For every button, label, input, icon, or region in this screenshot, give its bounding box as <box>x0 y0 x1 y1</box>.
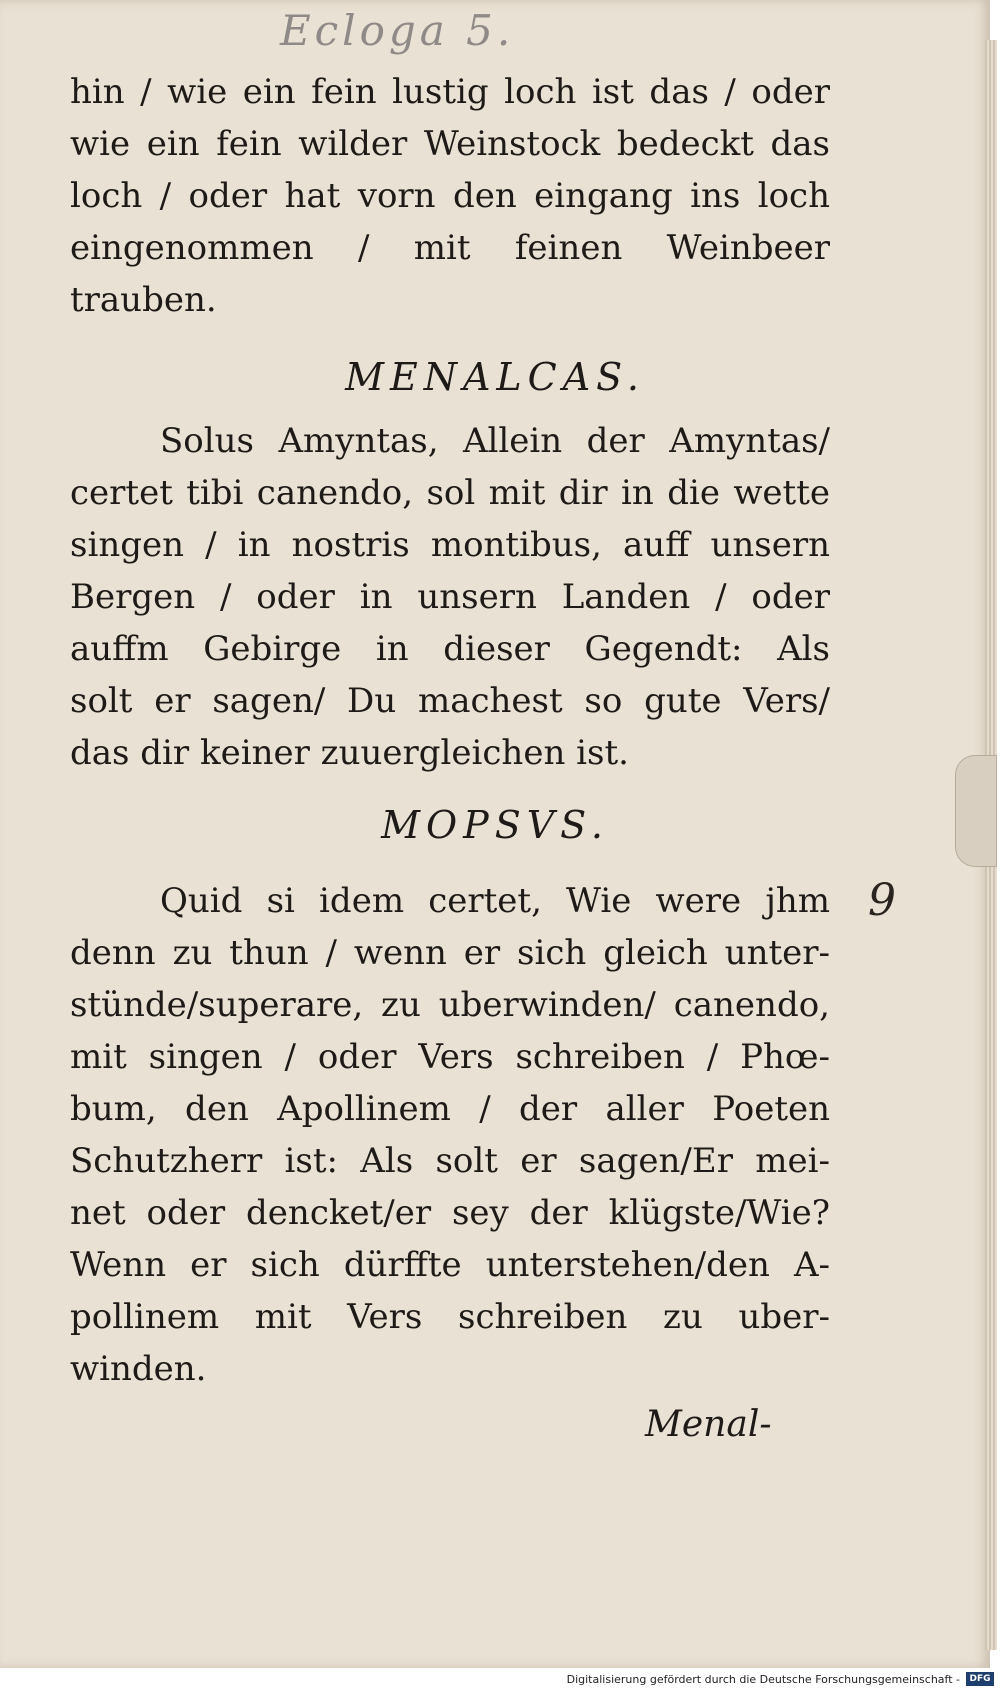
text-line: pollinem mit Vers schreiben zu uber- <box>70 1297 830 1337</box>
text-line: das dir keiner zuuergleichen ist. <box>70 733 629 773</box>
text-line: net oder dencket/er sey der klügste/Wie? <box>70 1193 830 1233</box>
margin-note: 9 <box>868 875 896 926</box>
text-line: Schutzherr ist: Als solt er sagen/Er mei- <box>70 1141 830 1181</box>
text-line: bum, den Apollinem / der aller Poeten <box>70 1089 830 1129</box>
text-block-2 <box>70 415 830 779</box>
text-line: certet tibi canendo, sol mit dir in die wette <box>70 473 830 513</box>
text-line: denn zu thun / wenn er sich gleich unter- <box>70 933 830 973</box>
text-line: mit singen / oder Vers schreiben / Phœ- <box>70 1037 830 1077</box>
text-line: auffm Gebirge in dieser Gegendt: Als <box>70 629 830 669</box>
dfg-logo: DFG <box>966 1672 994 1686</box>
speaker-heading-menalcas: MENALCAS. <box>345 355 645 399</box>
text-line: Solus Amyntas, Allein der Amyntas/ <box>160 421 830 461</box>
text-line: wie ein fein wilder Weinstock bedeckt das <box>70 124 830 164</box>
text-line: loch / oder hat vorn den eingang ins loch <box>70 176 830 216</box>
text-line: Bergen / oder in unsern Landen / oder <box>70 577 830 617</box>
text-block-1 <box>70 66 830 326</box>
text-line: singen / in nostris montibus, auff unsern <box>70 525 830 565</box>
text-line: Wenn er sich dürffte unterstehen/den A- <box>70 1245 830 1285</box>
digitization-footer <box>0 1668 1000 1692</box>
text-line: eingenommen / mit feinen Weinbeer <box>70 228 830 268</box>
speaker-heading-mopsus: MOPSVS. <box>381 803 609 847</box>
text-line: Quid si idem certet, Wie were jhm <box>160 881 830 921</box>
text-line: winden. <box>70 1349 207 1389</box>
text-line: stünde/superare, zu uberwinden/ canendo, <box>70 985 830 1025</box>
catchword: Menal- <box>645 1404 772 1445</box>
text-line: trauben. <box>70 280 217 320</box>
handwritten-header: Ecloga 5. <box>280 6 515 55</box>
footer-credit: Digitalisierung gefördert durch die Deutsche Forschungsgemeinschaft - <box>566 1673 960 1686</box>
text-block-3 <box>70 875 830 1395</box>
text-line: solt er sagen/ Du machest so gute Vers/ <box>70 681 830 721</box>
text-line: hin / wie ein fein lustig loch ist das / oder <box>70 72 830 112</box>
